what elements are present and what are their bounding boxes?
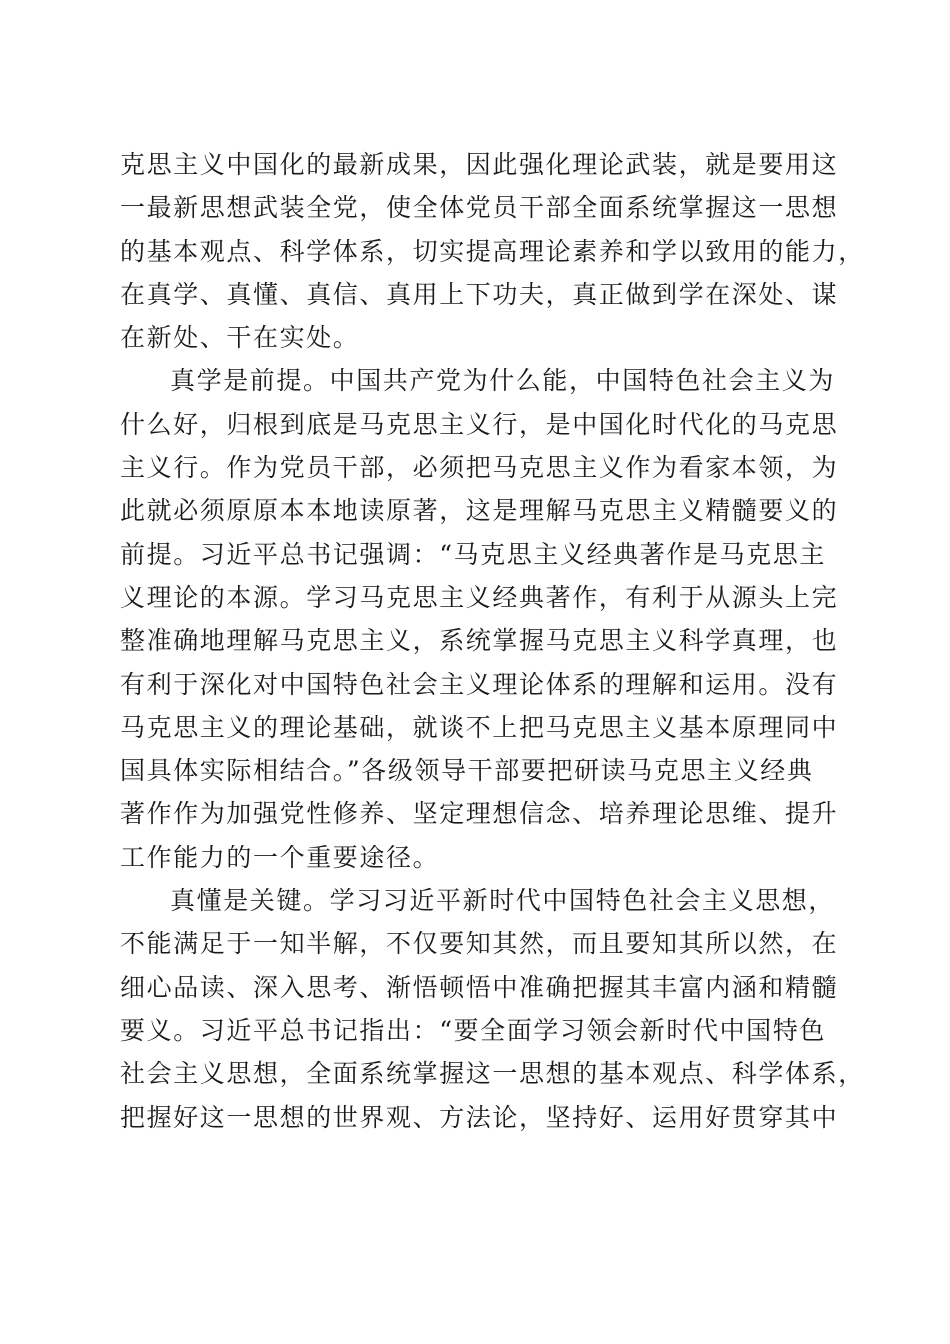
text-line: 前提。习近平总书记强调：“马克思主义经典著作是马克思主	[120, 539, 826, 569]
text-line: 在真学、真懂、真信、真用上下功夫，真正做到学在深处、谋	[120, 279, 839, 309]
text-line: 细心品读、深入思考、渐悟顿悟中准确把握其丰富内涵和精髓	[120, 972, 839, 1002]
paragraph-2	[120, 359, 839, 879]
text-line: 此就必须原原本本地读原著，这是理解马克思主义精髓要义的	[120, 496, 839, 526]
paragraph-3	[120, 879, 865, 1139]
text-line: 不能满足于一知半解，不仅要知其然，而且要知其所以然，在	[120, 929, 839, 959]
text-line: 真学是前提。中国共产党为什么能，中国特色社会主义为	[170, 366, 836, 396]
text-line: 克思主义中国化的最新成果，因此强化理论武装，就是要用这	[120, 150, 839, 179]
text-line: 真懂是关键。学习习近平新时代中国特色社会主义思想，	[170, 886, 836, 916]
text-line: 工作能力的一个重要途径。	[120, 842, 440, 872]
text-line: 一最新思想武装全党，使全体党员干部全面系统掌握这一思想	[120, 193, 839, 223]
text-line: 著作作为加强党性修养、坚定理想信念、培养理论思维、提升	[120, 799, 839, 829]
body-text	[120, 143, 865, 1139]
text-line: 要义。习近平总书记指出：“要全面学习领会新时代中国特色	[120, 1015, 826, 1045]
text-line: 的基本观点、科学体系，切实提高理论素养和学以致用的能力，	[120, 236, 865, 266]
text-line: 主义行。作为党员干部，必须把马克思主义作为看家本领，为	[120, 453, 839, 483]
text-line: 社会主义思想，全面系统掌握这一思想的基本观点、科学体系，	[120, 1059, 865, 1089]
text-line: 马克思主义的理论基础，就谈不上把马克思主义基本原理同中	[120, 712, 839, 742]
text-line: 国具体实际相结合。”各级领导干部要把研读马克思主义经典	[120, 756, 814, 786]
text-line: 什么好，归根到底是马克思主义行，是中国化时代化的马克思	[120, 409, 839, 439]
text-line: 把握好这一思想的世界观、方法论，坚持好、运用好贯穿其中	[120, 1102, 839, 1132]
text-line: 有利于深化对中国特色社会主义理论体系的理解和运用。没有	[120, 669, 839, 699]
text-line: 在新处、干在实处。	[120, 323, 360, 353]
text-line: 义理论的本源。学习马克思主义经典著作，有利于从源头上完	[120, 582, 839, 612]
paragraph-1	[120, 143, 865, 359]
text-line: 整准确地理解马克思主义，系统掌握马克思主义科学真理，也	[120, 626, 839, 656]
